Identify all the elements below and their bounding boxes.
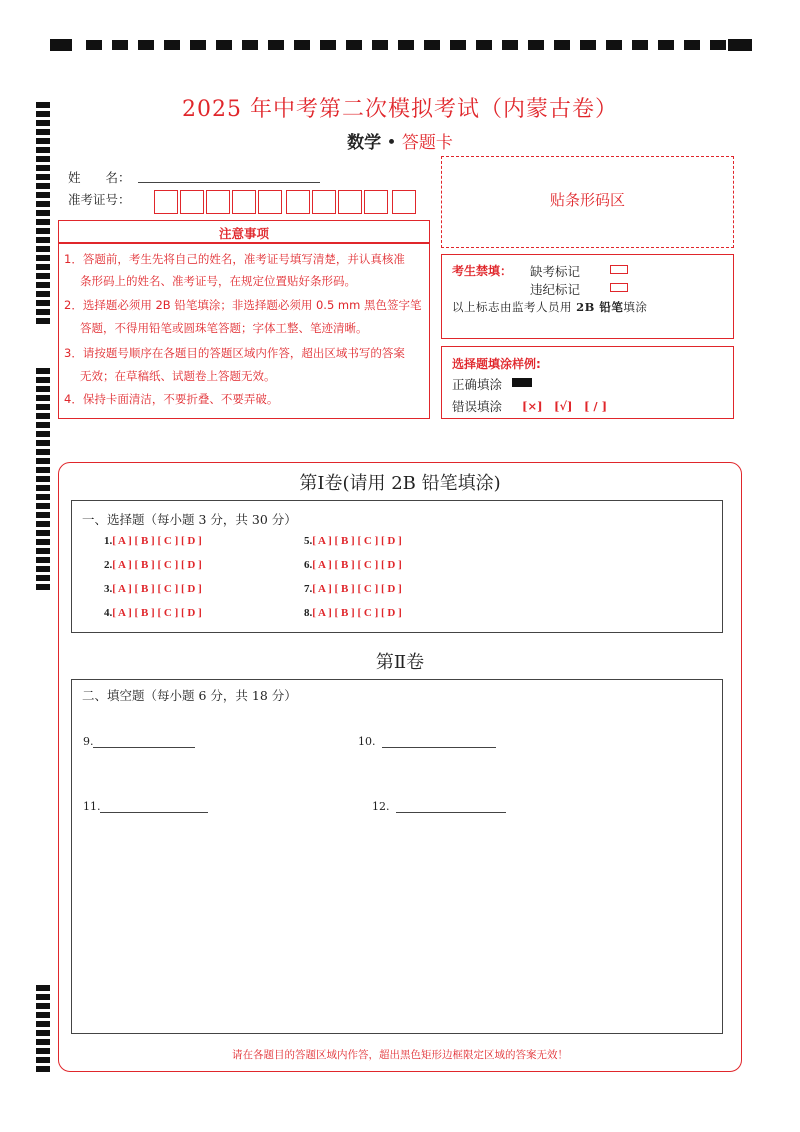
prohibit-title: 考生禁填：: [452, 264, 513, 278]
question-row[interactable]: 8.[ A ] [ B ] [ C ] [ D ]: [304, 607, 402, 619]
fill-sample-title: 选择题填涂样例:: [452, 357, 541, 371]
q9-answer-line[interactable]: [93, 747, 195, 748]
fill-blank-section-title: 二、填空题（每小题 6 分，共 18 分）: [82, 688, 297, 703]
absent-mark-box[interactable]: [610, 265, 628, 274]
violation-mark-box[interactable]: [610, 283, 628, 292]
question-row[interactable]: 4.[ A ] [ B ] [ C ] [ D ]: [104, 607, 202, 619]
notice-item: 无效；在草稿纸、试题卷上答题无效。: [80, 369, 276, 383]
notice-item: 答题，不得用铅笔或圆珠笔答题；字体工整、笔迹清晰。: [80, 321, 368, 335]
page-title: 2025 年中考第二次模拟考试（内蒙古卷）: [182, 97, 618, 122]
notice-item: 条形码上的姓名、准考证号，在规定位置贴好条形码。: [80, 274, 356, 288]
absent-mark-label: 缺考标记: [530, 264, 581, 279]
q12-label: 12.: [372, 800, 390, 813]
notice-item: 4．保持卡面清洁，不要折叠、不要弄破。: [64, 392, 279, 406]
page-subtitle: [0, 128, 800, 153]
question-row[interactable]: 6.[ A ] [ B ] [ C ] [ D ]: [304, 559, 402, 571]
wrong-fill-label: 错误填涂: [452, 399, 503, 414]
name-field[interactable]: [138, 182, 320, 183]
subtitle-dot: •: [386, 133, 397, 153]
answer-card-label: 答题卡: [401, 133, 453, 153]
barcode-area: [441, 156, 734, 248]
question-row[interactable]: 5.[ A ] [ B ] [ C ] [ D ]: [304, 535, 402, 547]
question-row[interactable]: 2.[ A ] [ B ] [ C ] [ D ]: [104, 559, 202, 571]
name-label: 姓 名：: [68, 170, 131, 185]
footer-warning: 请在各题目的答题区域内作答，超出黑色矩形边框限定区域的答案无效！: [232, 1049, 568, 1061]
question-row[interactable]: 1.[ A ] [ B ] [ C ] [ D ]: [104, 535, 202, 547]
fill-blank-section: [71, 679, 723, 1034]
q12-answer-line[interactable]: [396, 812, 506, 813]
wrong-fill-marks: [×] [√] [ / ]: [522, 399, 608, 413]
part2-title: 第Ⅱ卷: [375, 652, 425, 673]
subject-label: 数学: [347, 133, 382, 153]
question-row[interactable]: 3.[ A ] [ B ] [ C ] [ D ]: [104, 583, 202, 595]
barcode-label: 贴条形码区: [549, 191, 625, 209]
q10-label: 10.: [358, 735, 376, 748]
choice-section-title: 一、选择题（每小题 3 分，共 30 分）: [82, 512, 297, 527]
correct-fill-label: 正确填涂: [452, 377, 503, 392]
exam-id-label: 准考证号：: [68, 192, 131, 207]
part1-title: 第Ⅰ卷(请用 2B 铅笔填涂): [299, 473, 501, 494]
notice-title-box: [58, 220, 430, 243]
top-timing-marks: [50, 38, 752, 52]
notice-item: 3．请按题号顺序在各题目的答题区域内作答，超出区域书写的答案: [64, 346, 405, 360]
notice-item: 1．答题前，考生先将自己的姓名，准考证号填写清楚，并认真核准: [64, 252, 405, 266]
notice-item: 2．选择题必须用 2B 铅笔填涂；非选择题必须用 0.5 mm 黑色签字笔: [64, 298, 422, 312]
q11-label: 11.: [83, 800, 101, 813]
q10-answer-line[interactable]: [382, 747, 496, 748]
correct-fill-mark: [512, 378, 532, 387]
violation-mark-label: 违纪标记: [530, 282, 581, 297]
q11-answer-line[interactable]: [100, 812, 208, 813]
q9-label: 9.: [83, 735, 94, 748]
prohibit-note: 以上标志由监考人员用 2B 铅笔填涂: [452, 300, 648, 314]
notice-title: 注意事项: [218, 226, 269, 241]
question-row[interactable]: 7.[ A ] [ B ] [ C ] [ D ]: [304, 583, 402, 595]
